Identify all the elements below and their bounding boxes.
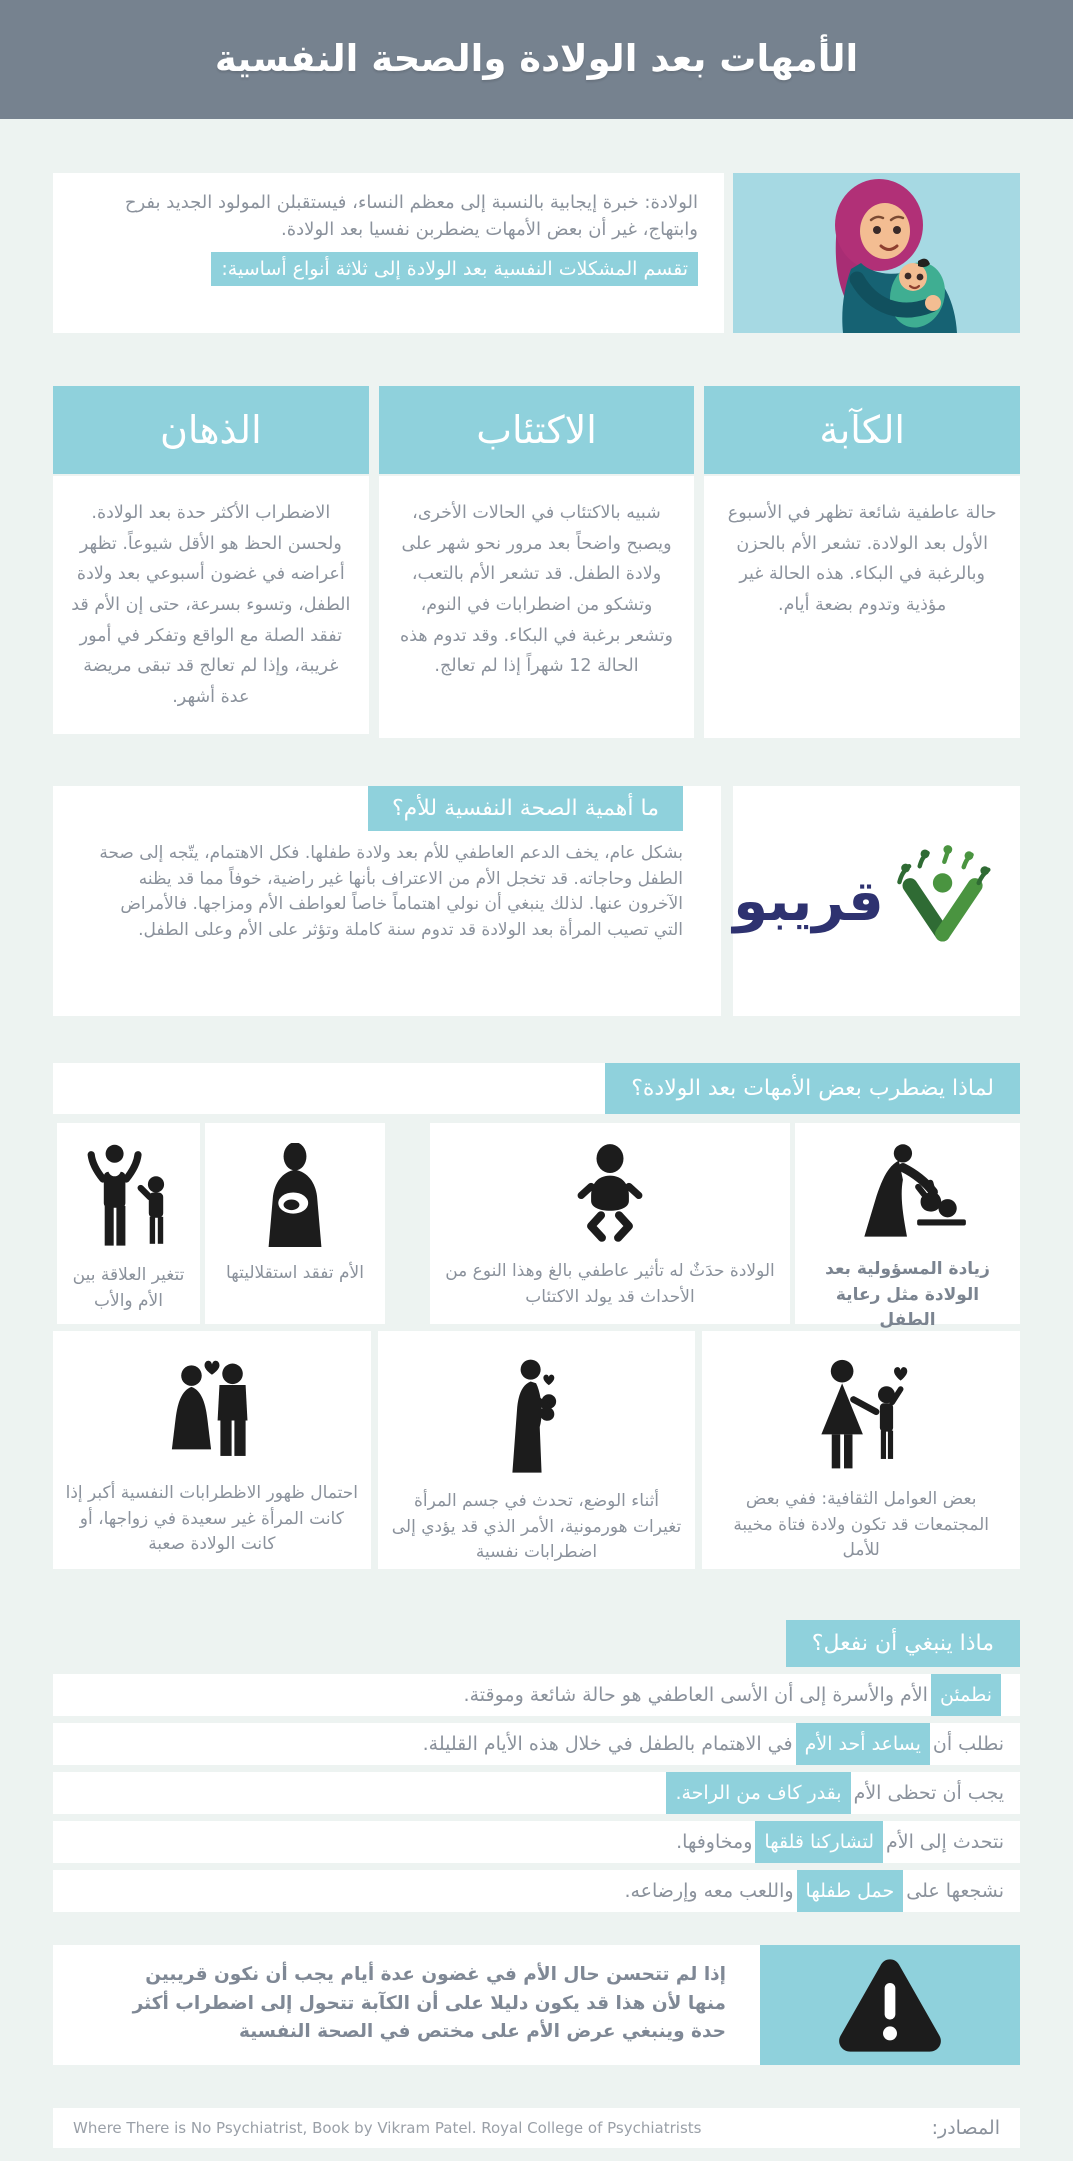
page-title: الأمهات بعد الولادة والصحة النفسية <box>214 37 859 81</box>
actions-section-header <box>53 1620 1020 1667</box>
type-body: شبيه بالاكتئاب في الحالات الأخرى، ويصبح واضحاً بعد مرور نحو شهر على ولادة الطفل. قد تشعر الأم بالتعب، وتشكو من اضطرابات في النوم، وتشعر برغبة في البكاء. وقد تدوم هذه الحالة 12 شهراً إذا لم تعالج. <box>379 476 695 738</box>
intro-highlight: تقسم المشكلات النفسية بعد الولادة إلى ثلاثة أنواع أساسية: <box>211 252 698 286</box>
reason-card-text: بعض العوامل الثقافية: ففي بعض المجتمعات قد تكون ولادة فتاة مخيبة للأمل <box>733 1489 989 1560</box>
action-highlight: حمل طفلها <box>797 1870 904 1912</box>
type-title: الكآبة <box>704 386 1020 474</box>
type-col-psychosis <box>53 386 369 734</box>
qareebon-logo <box>733 786 1020 1016</box>
mother-holding-baby-heart-icon <box>496 1357 578 1477</box>
mother-holding-baby-illustration <box>733 173 1020 333</box>
mother-and-daughter-icon <box>802 1357 920 1475</box>
reason-card-marriage <box>53 1331 371 1569</box>
reason-card-text: زيادة المسؤولية بعد الولادة مثل رعاية الطفل <box>825 1259 990 1330</box>
actions-title: ماذا ينبغي أن نفعل؟ <box>786 1620 1020 1667</box>
couple-hearts-icon <box>155 1357 269 1469</box>
action-highlight: يساعد أحد الأم <box>796 1723 930 1765</box>
reason-card-birth-event <box>430 1123 790 1324</box>
intro-text: الولادة: خبرة إيجابية بالنسبة إلى معظم النساء، فيستقبلن المولود الجديد بفرح وابتهاج، غير أن بعض الأمهات يضطربن نفسيا بعد الولادة. <box>124 192 698 240</box>
father-and-child-icon <box>79 1143 179 1251</box>
reasons-row-1 <box>53 1123 1020 1330</box>
action-text-post: الأم والأسرة إلى أن الأسى العاطفي هو حالة شائعة وموقتة. <box>463 1684 928 1706</box>
importance-title: ما أهمية الصحة النفسية للأم؟ <box>368 786 683 831</box>
action-item <box>53 1674 1020 1716</box>
warning-text: إذا لم تتحسن حال الأم في غضون عدة أيام يجب أن نكون قريبين منها لأن هذا قد يكون دليلا على أن الكآبة تتحول إلى اضطراب أكثر حدة وينبغي عرض الأم على مختص في الصحة النفسية <box>132 1964 726 2043</box>
sources-text: Where There is No Psychiatrist, Book by Vikram Patel. Royal College of Psychiatrists <box>73 2119 702 2137</box>
action-item <box>53 1772 1020 1814</box>
type-title: الاكتئاب <box>379 386 695 474</box>
reason-card-cultural <box>702 1331 1020 1569</box>
action-item <box>53 1821 1020 1863</box>
content-column <box>0 173 1073 2148</box>
warning-icon-box <box>760 1945 1020 2065</box>
action-text-pre: نطلب أن <box>932 1733 1004 1755</box>
types-section <box>53 386 1020 738</box>
action-text-post: واللعب معه وإرضاعه. <box>624 1880 794 1902</box>
reason-card-responsibility <box>795 1123 1020 1330</box>
importance-section <box>53 786 1020 1016</box>
action-highlight: نطمئن <box>931 1674 1001 1716</box>
type-title: الذهان <box>53 386 369 474</box>
sources-label: المصادر: <box>931 2117 1000 2139</box>
action-highlight: بقدر كاف من الراحة. <box>666 1772 850 1814</box>
reason-card-text: الولادة حدَثٌ له تأثير عاطفي بالغ وهذا النوع من الأحداث قد يولد الاكتئاب <box>445 1261 775 1307</box>
reasons-header-row <box>53 1063 1020 1114</box>
header-banner <box>0 0 1073 119</box>
type-body: الاضطراب الأكثر حدة بعد الولادة. ولحسن الحظ هو الأقل شيوعاً. تظهر أعراضه في غضون أسبوعي بعد ولادة الطفل، وتسوء بسرعة، حتى إن الأم قد تفقد الصلة مع الواقع وتفكر في أمور غريبة، وإذا لم تعالج قد تبقى مريضة عدة أشهر. <box>53 476 369 734</box>
qareebon-logo-text: قريبو <box>733 868 884 934</box>
reason-card-relationship <box>57 1123 200 1324</box>
importance-card <box>53 786 721 1016</box>
intro-section <box>53 173 1020 333</box>
reason-card-text: احتمال ظهور الاظطرابات النفسية أكبر إذا كانت المرأة غير سعيدة في زواجها، أو كانت الولادة صعبة <box>65 1483 359 1554</box>
action-highlight: لتشاركنا قلقها <box>755 1821 883 1863</box>
mother-holding-bundle-icon <box>251 1143 339 1249</box>
baby-icon <box>565 1143 655 1247</box>
reason-card-independence <box>205 1123 385 1324</box>
action-text-pre: يجب أن تحظى الأم <box>853 1782 1004 1804</box>
reasons-row-2 <box>53 1331 1020 1569</box>
importance-body: بشكل عام، يخف الدعم العاطفي للأم بعد ولادة طفلها. فكل الاهتمام، يتّجه إلى صحة الطفل وحاجاته. قد تخجل الأم من الاعتراف بأنها غير راضية، خوفاً مما قد يظنه الآخرون عنها. لذلك ينبغي أن نولي اهتماماً خاصاً لعواطف الأم ومزاجها. فالأمراض التي تصيب المرأة بعد الولادة قد تدوم سنة كاملة وتؤثر على الأم وعلى الطفل. <box>99 843 683 940</box>
reason-card-text: تتغير العلاقة بين الأم والأب <box>72 1265 185 1311</box>
mother-changing-baby-icon <box>842 1143 974 1245</box>
action-text-post: ومخاوفها. <box>676 1831 753 1853</box>
action-text-pre: نشجعها على <box>906 1880 1004 1902</box>
reason-card-hormonal <box>378 1331 696 1569</box>
action-item <box>53 1723 1020 1765</box>
type-col-depression <box>379 386 695 738</box>
qareebon-v-icon <box>888 845 1020 957</box>
action-item <box>53 1870 1020 1912</box>
reason-card-text: الأم تفقد استقلاليتها <box>226 1263 364 1283</box>
type-col-kaaba <box>704 386 1020 738</box>
warning-section <box>53 1945 1020 2065</box>
action-text-post: في الاهتمام بالطفل في خلال هذه الأيام القليلة. <box>422 1733 793 1755</box>
warning-triangle-icon <box>831 1954 949 2057</box>
reasons-title: لماذا يضطرب بعض الأمهات بعد الولادة؟ <box>605 1063 1020 1114</box>
footer-bar <box>53 2108 1020 2148</box>
mother-baby-art <box>733 173 1020 333</box>
intro-card <box>53 173 724 333</box>
action-text-pre: نتحدث إلى الأم <box>885 1831 1004 1853</box>
type-body: حالة عاطفية شائعة تظهر في الأسبوع الأول بعد الولادة. تشعر الأم بالحزن وبالرغبة في البكاء. هذه الحالة غير مؤذية وتدوم بضعة أيام. <box>704 476 1020 738</box>
reason-card-text: أثناء الوضع، تحدث في جسم المرأة تغيرات هورمونية، الأمر الذي قد يؤدي إلى اضطرابات نفسية <box>391 1491 682 1562</box>
